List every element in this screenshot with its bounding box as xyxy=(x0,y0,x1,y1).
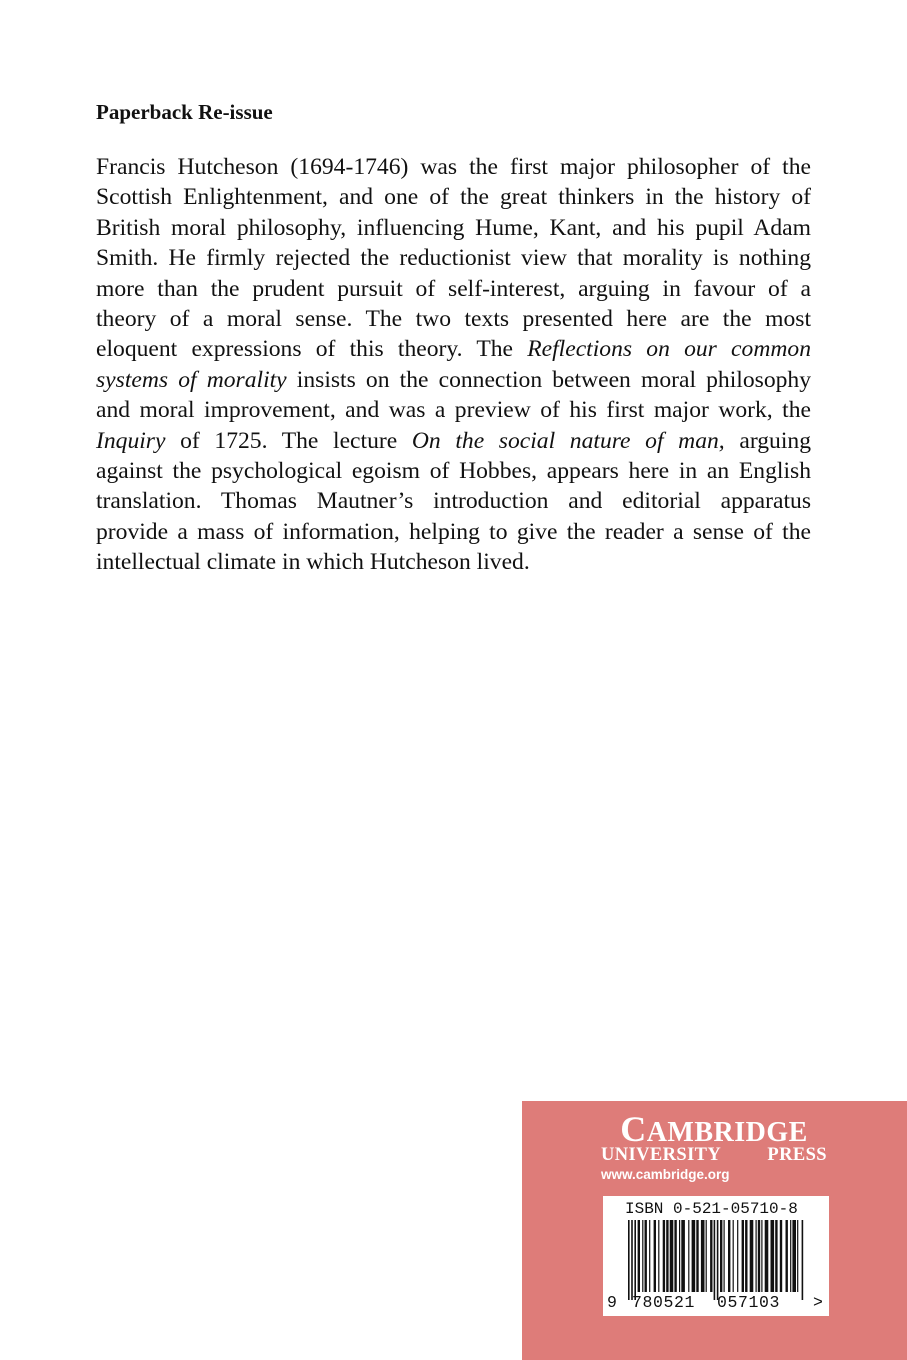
barcode-bar xyxy=(765,1220,769,1292)
barcode-bar xyxy=(771,1220,775,1292)
barcode-bar xyxy=(681,1220,685,1292)
barcode-bar xyxy=(797,1220,798,1292)
barcode-bar xyxy=(724,1220,725,1292)
barcode-bar xyxy=(692,1220,696,1292)
italic-title-text: Inquiry xyxy=(96,427,166,454)
publisher-subtitle: UNIVERSITY PRESS xyxy=(601,1145,827,1165)
barcode-bar xyxy=(728,1220,730,1292)
italic-title-text: On the social nature of man, xyxy=(411,427,725,454)
description-text: Scottish Enlightenment, and one of the great thinkers in the history of xyxy=(96,184,811,211)
barcode-bar xyxy=(710,1220,712,1292)
barcode-bar xyxy=(745,1220,747,1292)
description-line xyxy=(96,152,811,182)
description-line xyxy=(96,243,811,273)
description-line xyxy=(96,182,811,212)
barcode-bar xyxy=(786,1220,788,1292)
description-line xyxy=(96,426,811,456)
description-line xyxy=(96,304,811,334)
barcode-bar xyxy=(642,1220,643,1292)
barcode-end-mark: > xyxy=(813,1293,823,1312)
barcode-bar xyxy=(631,1220,633,1300)
barcode-bar xyxy=(742,1220,744,1292)
description-line xyxy=(96,395,811,425)
barcode-bar xyxy=(706,1220,707,1292)
barcode-left-digits: 780521 xyxy=(632,1293,696,1312)
barcode-bar xyxy=(761,1220,762,1292)
barcode-bar xyxy=(720,1220,722,1292)
barcode-bar xyxy=(663,1220,665,1292)
barcode-bar xyxy=(638,1220,640,1292)
description-line xyxy=(96,334,811,364)
barcode-bar xyxy=(688,1220,689,1292)
barcode-lead-digit: 9 xyxy=(607,1293,617,1312)
barcode-bar xyxy=(733,1220,734,1292)
barcode-bar xyxy=(775,1220,777,1292)
barcode-bar xyxy=(780,1220,782,1292)
description-line xyxy=(96,547,811,577)
barcode-bar xyxy=(658,1220,659,1292)
description-text: against the psychological egoism of Hobbes, appears here in an English xyxy=(96,457,811,484)
description-line xyxy=(96,456,811,486)
description-text: intellectual climate in which Hutcheson lived. xyxy=(96,549,530,576)
reissue-heading: Paperback Re-issue xyxy=(96,100,273,124)
book-description xyxy=(96,152,811,577)
description-text: provide a mass of information, helping to give the reader a sense of the xyxy=(96,518,811,545)
barcode-bar xyxy=(634,1220,636,1300)
description-text: more than the prudent pursuit of self-interest, arguing in favour of a xyxy=(96,275,811,302)
barcode-icon xyxy=(624,1220,808,1300)
barcode-bar xyxy=(654,1220,656,1292)
description-text: insists on the connection between moral philosophy xyxy=(286,366,812,393)
description-text: and moral improvement, and was a preview of his first major work, the xyxy=(96,397,811,424)
barcode-bar xyxy=(649,1220,650,1292)
description-text: of 1725. The lecture xyxy=(165,427,412,454)
description-line xyxy=(96,486,811,516)
publisher-name-initial: C xyxy=(620,1109,647,1149)
barcode-bar xyxy=(758,1220,760,1292)
description-line xyxy=(96,274,811,304)
description-text: Francis Hutcheson (1694-1746) was the first major philosopher of the xyxy=(96,154,811,180)
barcode-bar xyxy=(802,1220,804,1300)
barcode-bar xyxy=(645,1220,647,1292)
barcode-bar xyxy=(717,1220,719,1300)
italic-title-text: systems of morality xyxy=(96,366,287,393)
description-text: translation. Thomas Mautner’s introduction and editorial apparatus xyxy=(96,488,811,515)
barcode-bar xyxy=(679,1220,680,1292)
description-line xyxy=(96,517,811,547)
description-text: theory of a moral sense. The two texts presented here are the most xyxy=(96,305,811,332)
barcode-bar xyxy=(628,1220,630,1300)
publisher-panel xyxy=(522,1101,907,1360)
italic-title-text: Reflections on our common xyxy=(527,336,811,363)
barcode-bar xyxy=(750,1220,754,1292)
barcode-bar xyxy=(666,1220,668,1292)
barcode-bar xyxy=(737,1220,738,1292)
barcode-bar xyxy=(756,1220,757,1292)
barcode-bar xyxy=(670,1220,674,1292)
barcode-bar xyxy=(792,1220,796,1292)
publisher-url: www.cambridge.org xyxy=(601,1167,730,1182)
publisher-name-rest: AMBRIDGE xyxy=(646,1117,808,1148)
description-text: British moral philosophy, influencing Hume, Kant, and his pupil Adam xyxy=(96,214,811,241)
barcode-right-digits: 057103 xyxy=(717,1293,781,1312)
barcode-bar xyxy=(790,1220,791,1292)
description-text: eloquent expressions of this theory. The xyxy=(96,336,528,363)
description-text: Smith. He firmly rejected the reductionist view that morality is nothing xyxy=(96,245,811,272)
description-text: arguing xyxy=(724,427,811,454)
description-line xyxy=(96,213,811,243)
barcode-bar xyxy=(701,1220,705,1292)
barcode-bar xyxy=(714,1220,716,1300)
barcode-bar xyxy=(674,1220,676,1292)
isbn-barcode-box xyxy=(603,1196,829,1316)
barcode-bar xyxy=(696,1220,698,1292)
description-line xyxy=(96,365,811,395)
isbn-label: ISBN 0-521-05710-8 xyxy=(625,1200,798,1218)
